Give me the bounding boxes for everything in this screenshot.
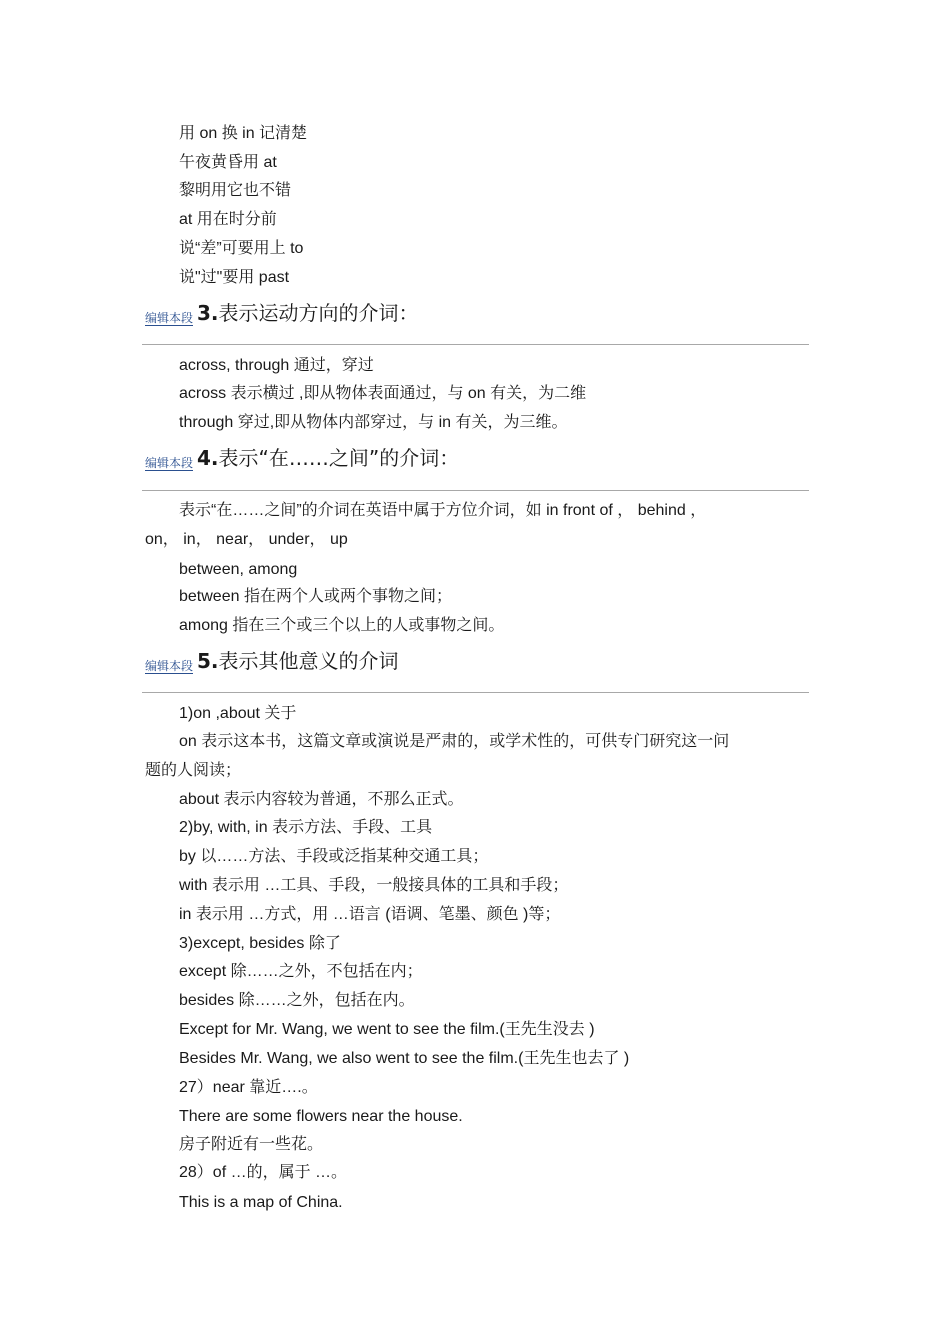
- text-line: in 表示用 …方式，用 …语言 (语调、笔墨、颜色 )等；: [179, 906, 561, 923]
- mnemonic-line: 说"过"要用 past: [179, 269, 290, 286]
- text-line: 房子附近有一些花。: [179, 1136, 324, 1153]
- section-divider: [142, 490, 809, 491]
- edit-section-link[interactable]: 编辑本段: [145, 456, 194, 470]
- text-line: Besides Mr. Wang, we also went to see the film.(王先生也去了 ): [179, 1050, 630, 1067]
- text-line: 1)on ,about 关于: [179, 705, 297, 722]
- text-line: between, among: [179, 561, 298, 578]
- mnemonic-line: 说“差”可要用上 to: [179, 240, 304, 257]
- text-line: across, through 通过，穿过: [179, 357, 374, 374]
- section-number: 4.: [197, 446, 219, 470]
- mnemonic-line: at 用在时分前: [179, 211, 277, 228]
- text-line: across 表示横过 ,即从物体表面通过，与 on 有关，为二维: [179, 385, 587, 402]
- mnemonic-line: 黎明用它也不错: [179, 182, 292, 199]
- text-line: 3)except, besides 除了: [179, 935, 341, 952]
- section-title: [197, 300, 419, 326]
- text-line: about 表示内容较为普通，不那么正式。: [179, 791, 464, 808]
- section-number: 3.: [197, 301, 219, 325]
- section-number: 5.: [197, 649, 219, 673]
- text-line: between 指在两个人或两个事物之间；: [179, 588, 452, 605]
- text-line: This is a map of China.: [179, 1194, 343, 1211]
- text-line: 2)by, with, in 表示方法、手段、工具: [179, 819, 433, 836]
- text-line: through 穿过,即从物体内部穿过，与 in 有关，为三维。: [179, 414, 568, 431]
- mnemonic-line: 午夜黄昏用 at: [179, 154, 277, 171]
- text-line: except 除……之外，不包括在内；: [179, 963, 423, 980]
- section-heading: [145, 644, 399, 674]
- section-title-text: 表示“在……之间”的介词：: [218, 446, 460, 470]
- text-line: besides 除……之外，包括在内。: [179, 992, 415, 1009]
- section-title: [197, 445, 459, 471]
- section-divider: [142, 692, 809, 693]
- text-line: 题的人阅读；: [145, 762, 242, 779]
- section-heading: [145, 441, 459, 471]
- section-heading: [145, 296, 419, 326]
- edit-section-link[interactable]: 编辑本段: [145, 311, 194, 325]
- text-line: with 表示用 …工具、手段，一般接具体的工具和手段；: [179, 877, 569, 894]
- section-divider: [142, 344, 809, 345]
- text-line: on， in， near， under， up: [145, 531, 348, 548]
- text-line: by 以……方法、手段或泛指某种交通工具；: [179, 848, 489, 865]
- text-line: There are some flowers near the house.: [179, 1108, 463, 1125]
- text-line: Except for Mr. Wang, we went to see the film.(王先生没去 ): [179, 1021, 595, 1038]
- text-line: 28）of …的，属于 …。: [179, 1164, 348, 1181]
- section-title-text: 表示其他意义的介词: [218, 649, 399, 673]
- text-line: 27）near 靠近….。: [179, 1079, 318, 1096]
- mnemonic-line: 用 on 换 in 记清楚: [179, 125, 308, 142]
- text-line: among 指在三个或三个以上的人或事物之间。: [179, 617, 505, 634]
- text-line: 表示“在……之间”的介词在英语中属于方位介词，如 in front of ， behind ，: [179, 502, 707, 519]
- section-title-text: 表示运动方向的介词：: [218, 301, 419, 325]
- text-line: on 表示这本书，这篇文章或演说是严肃的，或学术性的，可供专门研究这一问: [179, 733, 730, 750]
- edit-section-link[interactable]: 编辑本段: [145, 659, 194, 673]
- section-title: [197, 648, 399, 674]
